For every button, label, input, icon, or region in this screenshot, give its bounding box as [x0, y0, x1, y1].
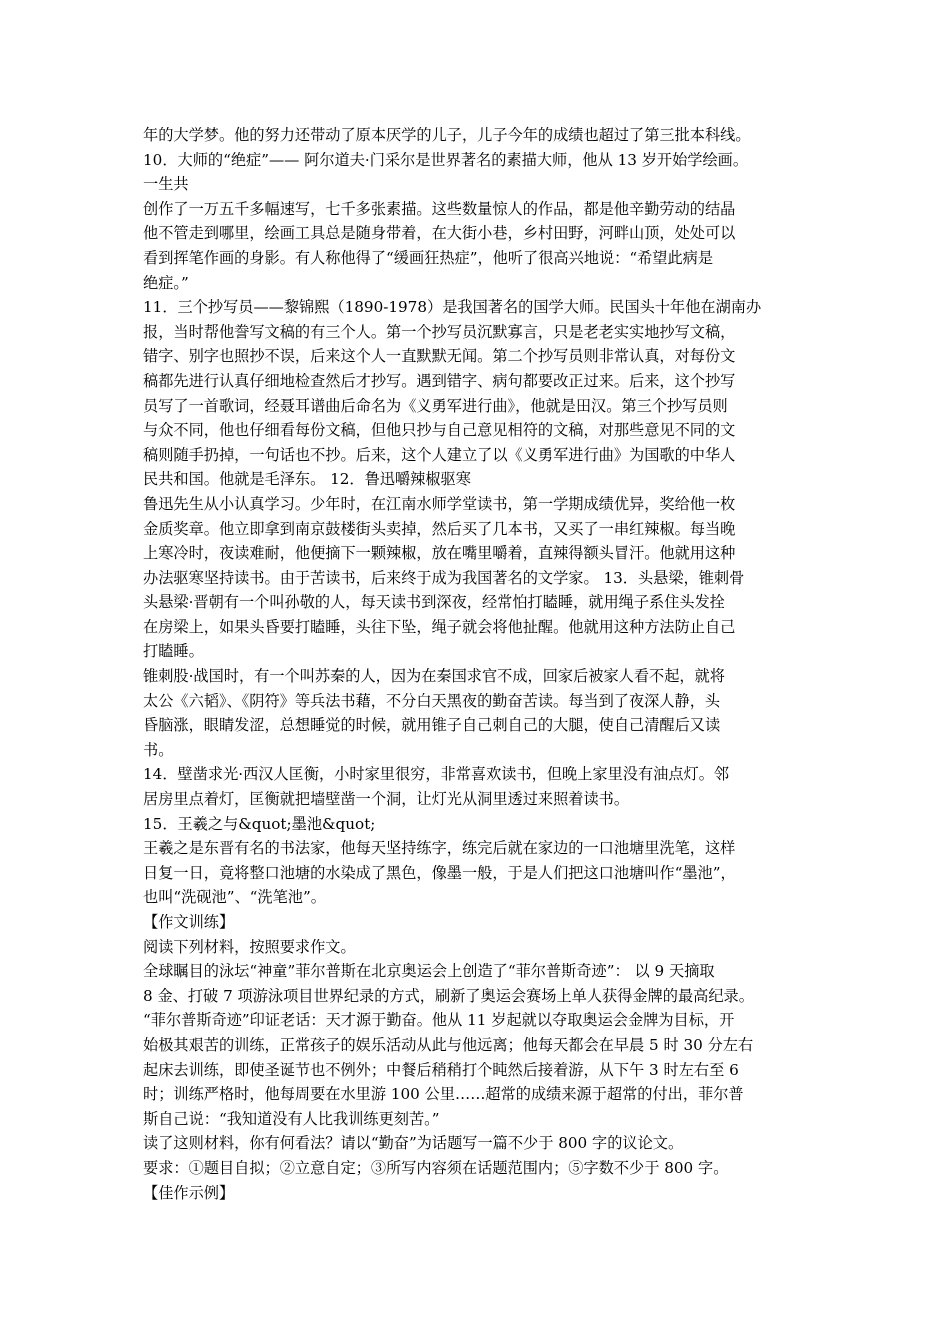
text-line: 时；训练严格时，他每周要在水里游 100 公里……超常的成绩来源于超常的付出，菲尔普: [143, 1085, 744, 1104]
text-line: 办法驱寒坚持读书。由于苦读书，后来终于成为我国著名的文学家。 13．头悬梁，锥刺骨: [143, 568, 745, 587]
text-line: 起床去训练，即使圣诞节也不例外；中餐后稍稍打个盹然后接着游，从下午 3 时左右至 6: [143, 1060, 739, 1079]
text-line: 8 金、打破 7 项游泳项目世界纪录的方式，刷新了奥运会赛场上单人获得金牌的最高纪录。: [143, 986, 754, 1005]
text-line: 斯自己说：“我知道没有人比我训练更刻苦。”: [143, 1109, 440, 1128]
text-line: 全球瞩目的泳坛“神童”菲尔普斯在北京奥运会上创造了“菲尔普斯奇迹”： 以 9 天摘取: [143, 962, 715, 981]
text-line: 员写了一首歌词，经聂耳谱曲后命名为《义勇军进行曲》，他就是田汉。第三个抄写员则: [143, 396, 728, 415]
text-line: 15．王羲之与&quot;墨池&quot;: [143, 814, 376, 833]
text-line: 鲁迅先生从小认真学习。少年时，在江南水师学堂读书，第一学期成绩优异，奖给他一枚: [143, 494, 736, 513]
text-line: 11．三个抄写员——黎锦熙（1890-1978）是我国著名的国学大师。民国头十年他在湖南办: [143, 298, 762, 317]
text-line: 绝症。”: [143, 273, 189, 292]
text-line: 在房梁上，如果头昏要打瞌睡，头往下坠，绳子就会将他扯醒。他就用这种方法防止自己: [143, 617, 736, 636]
text-line: 王羲之是东晋有名的书法家，他每天坚持练字，练完后就在家边的一口池塘里洗笔，这样: [143, 839, 736, 858]
document-page: [143, 123, 818, 1205]
text-line: 稿则随手扔掉，一句话也不抄。后来，这个人建立了以《义勇军进行曲》为国歌的中华人: [143, 445, 736, 464]
text-line: 金质奖章。他立即拿到南京鼓楼街头卖掉，然后买了几本书，又买了一串红辣椒。每当晚: [143, 519, 736, 538]
text-line: 锥刺股·战国时，有一个叫苏秦的人，因为在秦国求官不成，回家后被家人看不起，就将: [143, 667, 725, 686]
text-line: 报，当时帮他誊写文稿的有三个人。第一个抄写员沉默寡言，只是老老实实地抄写文稿，: [143, 322, 736, 341]
text-line: 居房里点着灯，匡衡就把墙壁凿一个洞，让灯光从洞里透过来照着读书。: [143, 790, 629, 809]
text-line: “菲尔普斯奇迹”印证老话：天才源于勤奋。他从 11 岁起就以夺取奥运会金牌为目标，开: [143, 1011, 735, 1030]
text-line: 要求：①题目自拟；②立意自定；③所写内容须在话题范围内；⑤字数不少于 800 字。: [143, 1158, 729, 1177]
text-line: 始极其艰苦的训练，正常孩子的娱乐活动从此与他远离；他每天都会在早晨 5 时 30 分左右: [143, 1035, 754, 1054]
text-line: 上寒冷时，夜读难耐，他便摘下一颗辣椒，放在嘴里嚼着，直辣得额头冒汗。他就用这种: [143, 544, 736, 563]
text-line: 头悬梁·晋朝有一个叫孙敬的人，每天读书到深夜，经常怕打瞌睡，就用绳子系住头发拴: [143, 593, 725, 612]
text-line: 也叫“洗砚池”、“洗笔池”。: [143, 888, 326, 907]
text-line: 书。: [143, 740, 174, 759]
text-line: 昏脑涨，眼睛发涩，总想睡觉的时候，就用锥子自己刺自己的大腿，使自己清醒后又读: [143, 716, 721, 735]
text-line: 创作了一万五千多幅速写，七千多张素描。这些数量惊人的作品，都是他辛勤劳动的结晶: [143, 199, 736, 218]
text-line: 一生共: [143, 175, 189, 194]
text-line: 年的大学梦。他的努力还带动了原本厌学的儿子，儿子今年的成绩也超过了第三批本科线。: [143, 126, 751, 144]
text-line: 日复一日，竟将整口池塘的水染成了黑色，像墨一般，于是人们把这口池塘叫作“墨池”，: [143, 863, 736, 882]
text-line: 太公《六韬》、《阴符》等兵法书藉，不分白天黑夜的勤奋苦读。每当到了夜深人静，头: [143, 691, 721, 710]
text-line: 错字、别字也照抄不误，后来这个人一直默默无闻。第二个抄写员则非常认真，对每份文: [143, 347, 736, 366]
text-line: 看到挥笔作画的身影。有人称他得了“缓画狂热症”，他听了很高兴地说：“希望此病是: [143, 248, 714, 267]
text-line: 14．壁凿求光·西汉人匡衡，小时家里很穷，非常喜欢读书，但晚上家里没有油点灯。邻: [143, 765, 730, 784]
text-line: 读了这则材料，你有何看法？请以“勤奋”为话题写一篇不少于 800 字的议论文。: [143, 1134, 684, 1153]
text-line: 【作文训练】: [143, 913, 235, 931]
text-line: 稿都先进行认真仔细地检查然后才抄写。遇到错字、病句都要改正过来。后来，这个抄写: [143, 371, 736, 390]
text-line: 与众不同，他也仔细看每份文稿，但他只抄与自己意见相符的文稿，对那些意见不同的文: [143, 421, 736, 440]
text-line: 打瞌睡。: [143, 642, 204, 661]
text-line: 民共和国。他就是毛泽东。 12．鲁迅嚼辣椒驱寒: [143, 470, 471, 489]
text-line: 阅读下列材料，按照要求作文。: [143, 937, 356, 956]
text-line: 10．大师的“绝症”—— 阿尔道夫·门采尔是世界著名的素描大师，他从 13 岁开始学绘画。: [143, 150, 749, 169]
text-line: 他不管走到哪里，绘画工具总是随身带着，在大街小巷，乡村田野，河畔山顶，处处可以: [143, 224, 736, 243]
text-line: 【佳作示例】: [143, 1183, 235, 1202]
